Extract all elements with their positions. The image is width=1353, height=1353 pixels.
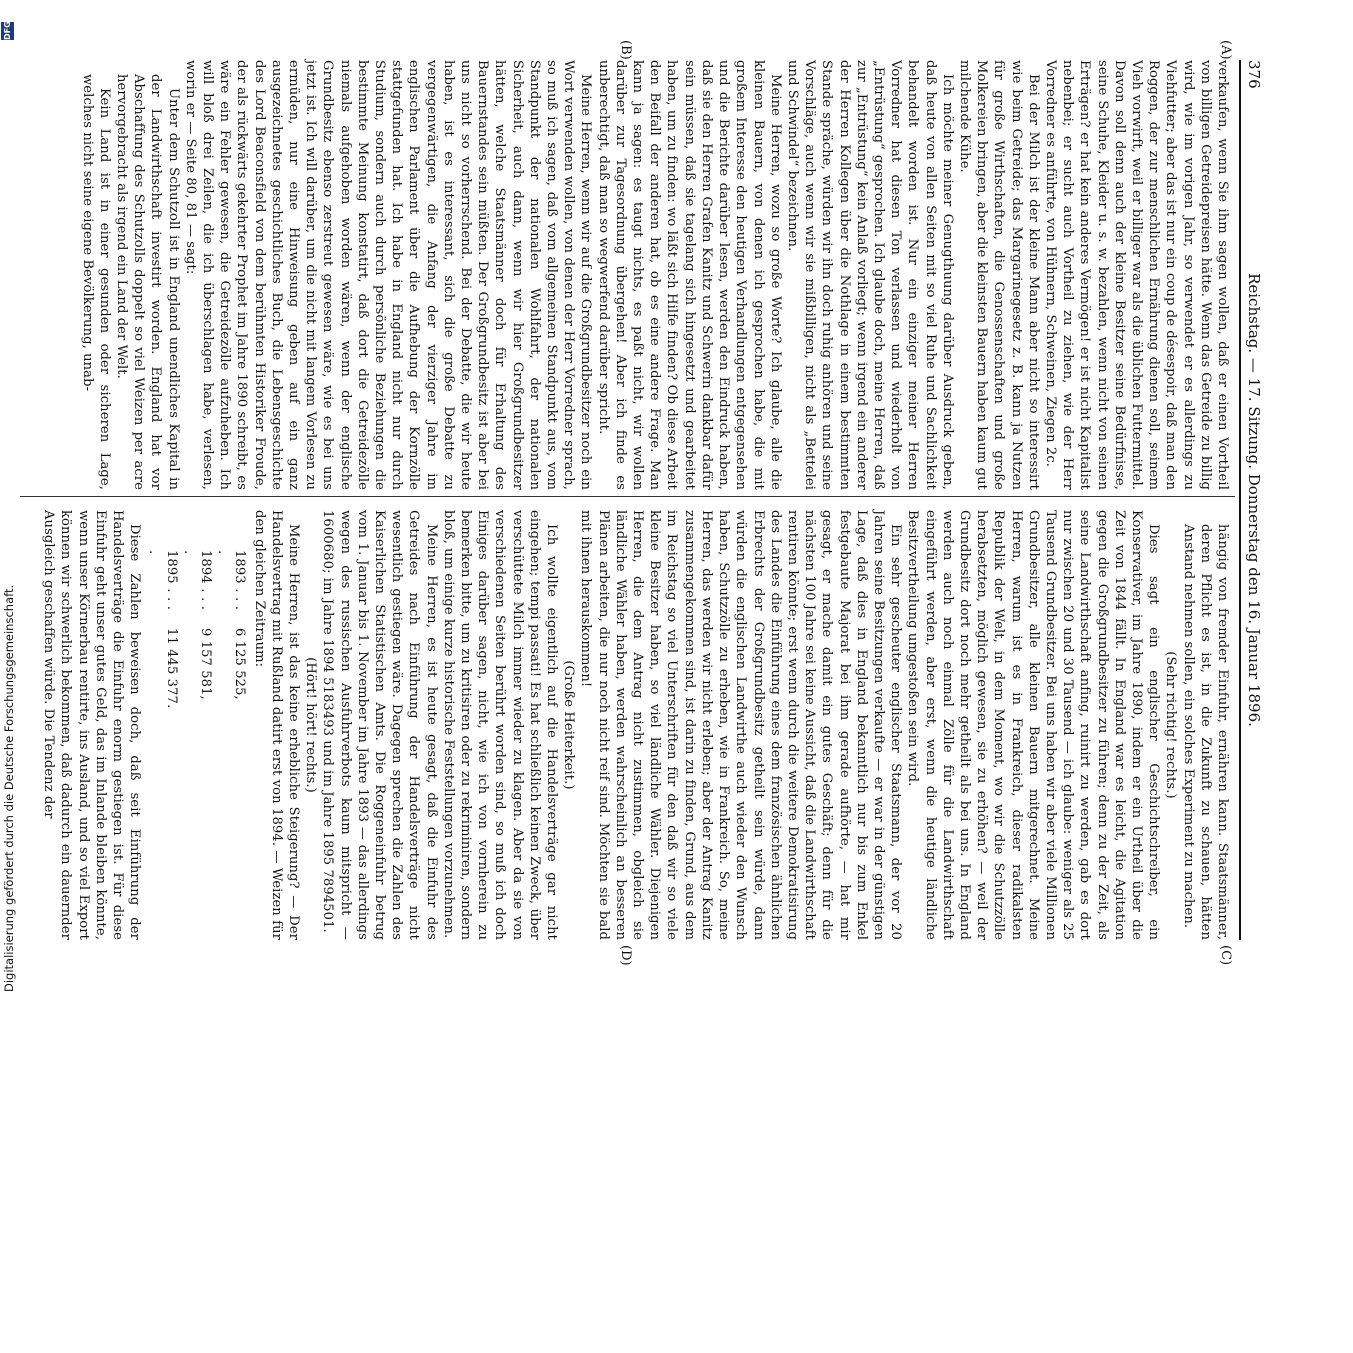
table-year: 1895 . . . . xyxy=(146,550,179,610)
margin-marker-a: (A) xyxy=(1218,40,1233,60)
paragraph: verkaufen, wenn Sie ihm sagen wollen, daß er einen Vortheil von billigen Getreidepreisen hätte. Wenn das Getreide zu billig wird, wie im vorigen Jahr, so verwendet er es allerdings zu Viehfutter; aber das ist nur ein coup de désespoir, daß man den Roggen, der zur menschlichen Ernährung dienen soll, seinem Vieh vorwirft, weil er billiger war als die üblichen Futtermittel. Davon soll denn auch der kleine Besitzer seine Bedürfnisse, seine Schuhe, Kleider u. s. w. bezahlen, wenn nicht von seinen Erträgen? er hat kein anderes Vermögen! er ist nicht Kapitalist nebenbei; er sucht auch Vortheil zu ziehen, wie der Herr Vorredner es anführte, von Hühnern, Schweinen, Ziegen 2c. xyxy=(1042,60,1230,490)
paragraph: Ein sehr gescheuter englischer Staatsmann, der vor 20 Jahren seine Besitzungen verkaufte — er war in der günstigen Lage, daß dies in England bekanntlich nur bis zum Enkel festgebaute Majorat bei ihm gerade aufhörte, — hat mir gesagt, er mache damit ein gutes Geschäft; denn für die nächsten 100 Jahre sei keine Aussicht, daß die Landwirthschaft rentiren könnte; erst wenn durch die weitere Demokratisirung des Landes die Einführung eines dem französischen ähnlichen Erbrechts der Großgrundbesitz getheilt sein würde, dann würden die englischen Landwirthe auch wieder den Wunsch haben, Schutzzölle zu erheben, wie in Frankreich. So, meine Herren, das werden wir nicht erleben; aber der Antrag Kanitz zusammengekommen sind, ist darin zu finden, Grund, aus dem im Reichstag so viel Unterschriften für den daß wir so viele kleine Besitzer haben, so viel ländliche Wähler. Diejenigen Herren, die dem Antrag nicht zustimmen, obgleich sie ländliche Wähler haben, werden wahrscheinlich an besseren Plänen arbeiten, die nur noch nicht reif sind. Möchten sie bald mit ihnen herauskommen! xyxy=(578,510,904,940)
page-number: 376 xyxy=(1245,60,1263,89)
paragraph: Ich möchte meiner Genugthuung darüber Ausdruck geben, daß heute von allen Seiten mit so viel Ruhe und Sachlichkeit behandelt worden ist. Nur ein einziger meiner Herren Vorredner hat diesen Ton verlassen und wiederholt von „Entrüstung“ gesprochen. Ich glaube doch, meine Herren, daß zur „Entrüstung“ kein Anlaß vorliegt; wenn irgend ein anderer der Herren Kollegen über die Nothlage in einem bestimmten Stande spräche, würden wir ihn doch ruhig anhören und seine Vorschläge, auch wenn wir sie mißbilligen, nicht als „Bettelei und Schwindel“ bezeichnen. xyxy=(784,60,955,490)
header-rule xyxy=(1239,60,1241,940)
table-year: 1893 . . . . xyxy=(215,550,248,610)
quotation: hängig von fremder Einfuhr, ernähren kann. Staatsmänner, deren Pflicht es ist, in die Zukunft zu schauen, hätten Anstand nehmen sollen, ein solches Experiment zu machen. xyxy=(1180,524,1230,940)
table-value: 9 157 581, xyxy=(198,628,214,700)
interjection: (Große Heiterkeit.) xyxy=(561,660,577,790)
paragraph: Diese Zahlen beweisen doch, daß seit Einführung der Handelsverträge die Einfuhr enorm gestiegen ist. Für diese Einfuhr geht unser gutes Geld, das im Inlande bleiben könnte, wenn unser Körnerbau rentirte, ins Ausland, und so viel Export können wir schwerlich bekommen, daß dadurch ein dauernder Ausgleich geschaffen würde. Die Tendenz der xyxy=(41,510,143,940)
margin-marker-b: (B) xyxy=(618,40,633,60)
paragraph: Meine Herren, es ist heute gesagt, daß die Einfuhr des Getreides nach Einführung der Handelsverträge nicht wesentlich gestiegen wäre. Dagegen sprechen die Zahlen des Kaiserlichen Statistischen Amts. Die Roggeneinfuhr betrug vom 1. Januar bis 1. November im Jahre 1893 — das allerdings wegen des russischen Ausfuhrverbots kaum mitspricht — 1600680; im Jahre 1894 5183493 und im Jahre 1895 7894501. xyxy=(320,510,439,940)
digitization-credit: Digitalisierung gefördert durch die Deutsche Forschungsgemeinschaft. xyxy=(2,584,16,992)
margin-marker-d: (D) xyxy=(618,945,633,966)
interjection: (Sehr richtig! rechts.) xyxy=(1163,651,1179,799)
quotation: Kein Land ist in einer gesunden oder sicheren Lage, welches nicht seine eigene Bevölkerung, unab- xyxy=(79,74,112,490)
paragraph: Meine Herren, wozu so große Worte? Ich glaube, alle die kleinen Bauern, von denen ich gesprochen habe, die mit großem Interesse den heutigen Verhandlungen entgegensehen und die Berichte darüber lesen, werden den Eindruck haben, daß sie den Herren Grafen Kanitz und Schwerin dankbar dafür sein müssen, daß sie tagelang sich hingesetzt und gearbeitet haben, um zu finden: wo läßt sich Hilfe finden? Ob diese Arbeit den Beifall der anderen hat, ob es eine andere Frage. Man kann ja sagen: es taugt nichts, es paßt nicht, wir wollen darüber zur Tagesordnung übergehen! Aber ich finde es unberechtigt, daß man so wegwerfend darüber spricht. xyxy=(595,60,783,490)
page-header xyxy=(1243,60,1265,940)
paragraph: Meine Herren, ist das keine erhebliche Steigerung? — Der Handelsvertrag mit Rußland datirt erst von 1894. — Weizen für den gleichen Zeitraum: xyxy=(251,510,302,940)
interjection: (Hört! hört! rechts.) xyxy=(303,657,319,793)
page-title: Reichstag. — 17. Sitzung. Donnerstag den 16. Januar 1896. xyxy=(1245,273,1263,727)
paragraph: Bei der Milch ist der kleine Mann aber nicht so interessirt wie beim Getreide; das Margarinegesetz z. B. kann ja Nutzen für große Wirthschaften, die Genossenschaften und große Molkereien bringen, aber die kleinsten Bauern haben kaum gut milchende Kühe. xyxy=(956,60,1041,490)
dfg-logo: DFG xyxy=(3,21,12,40)
paragraph: Ich wollte eigentlich auf die Handelsverträge gar nicht eingehen; tempi passati! Es hat schließlich keinen Zweck, über verschüttete Milch immer wieder zu klagen. Aber da sie von verschiedenen Seiten berührt worden sind, so muß ich doch Einiges darüber sagen, nicht, wie ich von vornherein zu bemerken bitte, um zu kritisiren oder zu rekriminiren, sondern bloß, um einige kurze historische Feststellungen vorzunehmen. xyxy=(440,510,560,940)
paragraph: Meine Herren, wenn wir auf die Großgrundbesitzer noch ein Wort verwenden wollen, von denen der Herr Vorredner sprach, so muß ich sagen, daß vom allgemeinen Standpunkt aus, vom Standpunkt der nationalen Wohlfahrt, der nationalen Sicherheit, auch dann, wenn wir hier Großgrundbesitzer hätten, welche Staatsmänner doch für Erhaltung des Bauernstandes sein müßten. Der Großgrundbesitz ist aber bei uns nicht so vorherrschend. Bei der Debatte, die wir heute haben, ist es interessant, sich die große Debatte zu vergegenwärtigen, die Anfang der vierziger Jahre im englischen Parlament über die Aufhebung der Kornzölle stattgefunden hat. Ich habe in England nicht nur durch Studium, sondern auch durch persönliche Beziehungen die bestimmte Meinung konstatirt, daß dort die Getreidezölle niemals aufgehoben worden wären, wenn der englische Grundbesitz ebenso zerstreut gewesen wäre, wie es bei uns jetzt ist. Ich will darüber, um die nicht mit langem Vorlesen zu ermüden, nur eine Hinweisung geben auf ein ganz ausgezeichnetes geschichtliches Buch, die Lebensgeschichte des Lord Beaconsfield von dem berühmten Historiker Froude, der als rückwärts gekehrter Prophet im Jahre 1890 schreibt, es wäre ein Fehler gewesen, die Getreidezölle aufzuheben. Ich will bloß drei Zeilen, die ich überschlagen habe, verlesen, worin er — Seite 80, 81 — sagt: xyxy=(182,60,594,490)
margin-marker-c: (C) xyxy=(1218,945,1233,966)
paragraph: Dies sagt ein englischer Geschichtschreiber, ein Konservativer, im Jahre 1890, indem er ein Urtheil über die Zeit von 1844 fällt. In England war es leicht, die Agitation gegen die Großgrundbesitzer zu führen; denn zu der Zeit, als seine Landwirthschaft anfing, ruinirt zu werden, gab es dort nur zwischen 20 und 30 Tausend — ich glaube: weniger als 25 Tausend Grundbesitzer. Bei uns haben wir aber viele Millionen Grundbesitzer, alle kleinen Bauern mitgerechnet. Meine Herren, warum ist es in Frankreich, dieser radikalsten Republik der Welt, in dem Moment, wo wir die Schutzzölle herabsetzten, möglich gewesen, sie zu erhöhen? — weil der Grundbesitz dort noch mehr getheilt als bei uns. In England werden auch noch einmal Zölle für die Landwirthschaft eingeführt werden, aber erst, wenn die heutige ländliche Besitzvertheilung umgestoßen sein wird. xyxy=(905,510,1162,940)
table-value: 6 125 525, xyxy=(232,628,248,700)
table-value: 11 445 377. xyxy=(163,628,179,709)
quotation: Unter dem Schutzoll ist in England unendliches Kapital in der Landwirthschaft investirt worden. England hat vor Abschaffung des Schutzolls doppelt so viel Weizen per acre hervorgebracht als irgend ein Land der Welt. xyxy=(114,74,181,490)
table-year: 1894 . . . . xyxy=(180,550,214,610)
